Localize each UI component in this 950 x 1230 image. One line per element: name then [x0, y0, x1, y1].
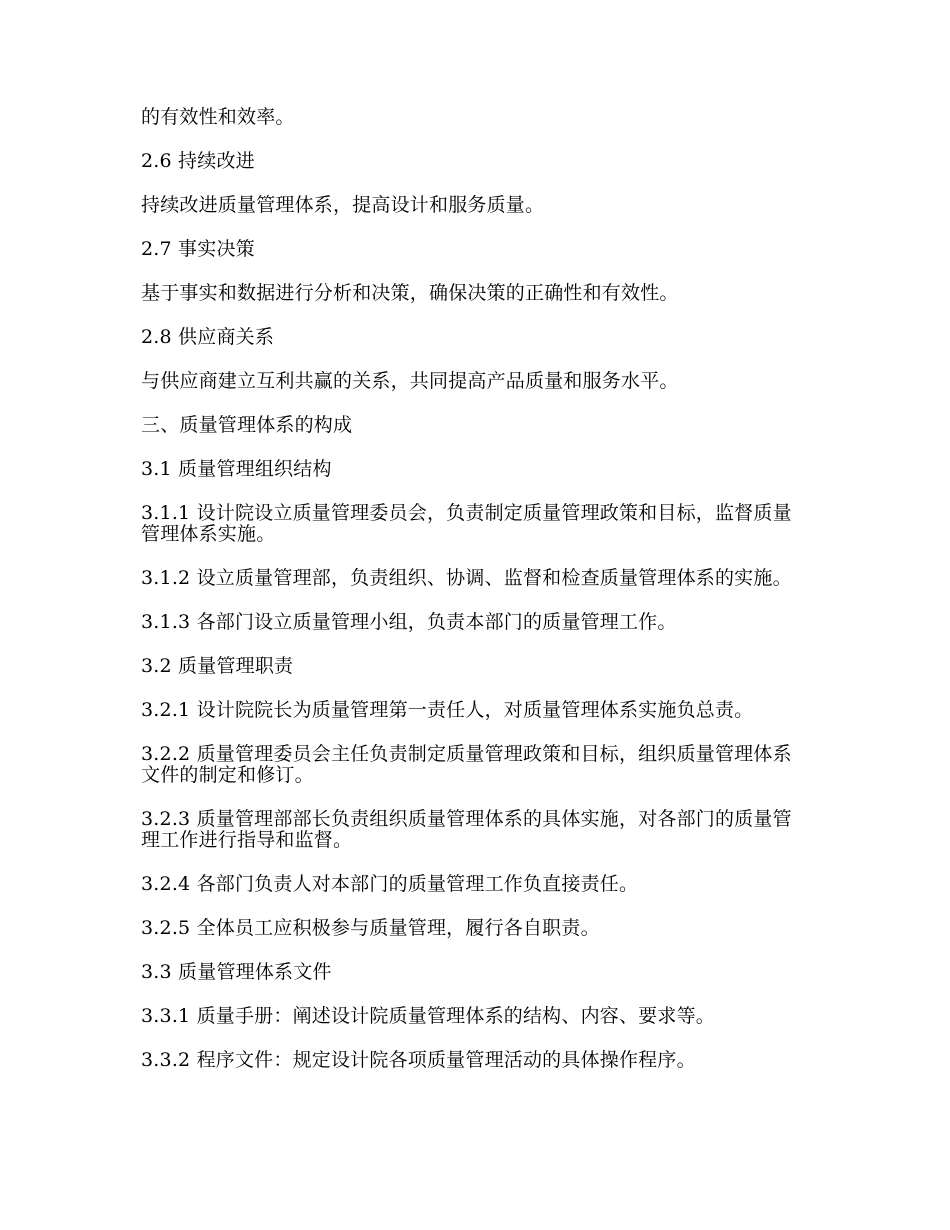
section-heading: 2.6 持续改进 — [141, 150, 255, 172]
body-text: 基于事实和数据进行分析和决策，确保决策的正确性和有效性。 — [141, 282, 679, 304]
section-heading: 2.7 事实决策 — [141, 238, 255, 260]
list-item: 3.2.5 全体员工应积极参与质量管理，履行各自职责。 — [141, 917, 600, 939]
body-text: 与供应商建立互利共赢的关系，共同提高产品质量和服务水平。 — [141, 370, 679, 392]
document-body — [141, 107, 801, 1094]
body-text: 的有效性和效率。 — [141, 106, 295, 128]
list-item: 3.2.4 各部门负责人对本部门的质量管理工作负直接责任。 — [141, 873, 639, 895]
list-item: 3.2.2 质量管理委员会主任负责制定质量管理政策和目标，组织质量管理体系文件的制定和修订。 — [141, 743, 792, 786]
list-item: 3.1.1 设计院设立质量管理委员会，负责制定质量管理政策和目标，监督质量管理体系实施。 — [141, 502, 792, 545]
section-heading: 2.8 供应商关系 — [141, 326, 275, 348]
body-text: 持续改进质量管理体系，提高设计和服务质量。 — [141, 194, 545, 216]
list-item: 3.1.2 设立质量管理部，负责组织、协调、监督和检查质量管理体系的实施。 — [141, 567, 792, 589]
section-heading: 3.2 质量管理职责 — [141, 655, 294, 677]
section-heading: 3.1 质量管理组织结构 — [141, 458, 332, 480]
section-heading: 3.3 质量管理体系文件 — [141, 961, 332, 983]
list-item: 3.3.2 程序文件：规定设计院各项质量管理活动的具体操作程序。 — [141, 1049, 696, 1071]
list-item: 3.2.3 质量管理部部长负责组织质量管理体系的具体实施，对各部门的质量管理工作进行指导和监督。 — [141, 808, 792, 851]
list-item: 3.2.1 设计院院长为质量管理第一责任人，对质量管理体系实施负总责。 — [141, 699, 754, 721]
chapter-heading: 三、质量管理体系的构成 — [141, 414, 353, 436]
list-item: 3.1.3 各部门设立质量管理小组，负责本部门的质量管理工作。 — [141, 611, 677, 633]
list-item: 3.3.1 质量手册：阐述设计院质量管理体系的结构、内容、要求等。 — [141, 1005, 715, 1027]
